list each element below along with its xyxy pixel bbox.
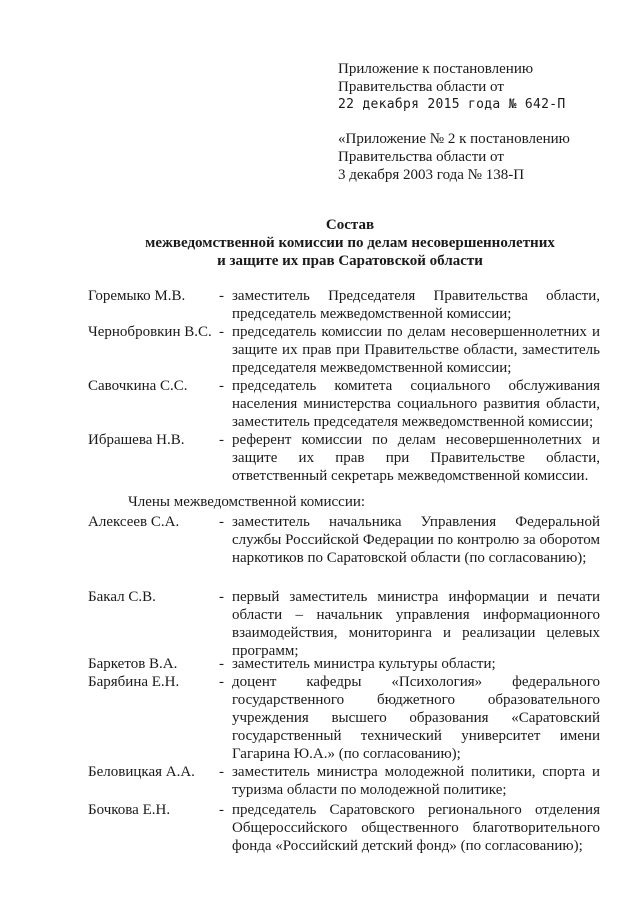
leadership-entry [88, 431, 600, 485]
member-name: Алексеев С.А. [88, 514, 180, 530]
prev-annex-line-1: «Приложение № 2 к постановлению [338, 131, 570, 147]
member-role: заместитель Председателя Правительства области, председатель межведомственной комиссии; [232, 288, 600, 322]
leadership-entry [88, 377, 600, 431]
separator-dash: - [219, 589, 224, 605]
separator-dash: - [219, 378, 224, 394]
member-role: референт комиссии по делам несовершеннолетних и защите их прав при Правительстве области, ответственный секретарь межведомственной комиссии. [232, 432, 600, 484]
separator-dash: - [219, 802, 224, 818]
annex-line-3: 22 декабря 2015 года № 642-П [338, 97, 566, 112]
member-name: Баркетов В.А. [88, 656, 178, 672]
member-entry [88, 801, 600, 855]
member-role: председатель Саратовского регионального отделения Общероссийского общественного благотворительного фонда «Российский детский фонд» (по согласованию); [232, 802, 600, 854]
member-name: Чернобровкин В.С. [88, 324, 212, 340]
separator-dash: - [219, 674, 224, 690]
title-line-1: Состав [325, 217, 375, 233]
title-line-2: межведомственной комиссии по делам несовершеннолетних [145, 235, 555, 251]
leadership-entry [88, 323, 600, 377]
member-entry [88, 588, 600, 660]
separator-dash: - [219, 432, 224, 448]
leadership-entry [88, 287, 600, 323]
member-name: Бочкова Е.Н. [88, 802, 171, 818]
previous-annex-reference [338, 130, 570, 184]
annex-reference [338, 60, 566, 114]
prev-annex-line-3: 3 декабря 2003 года № 138-П [338, 167, 525, 183]
separator-dash: - [219, 656, 224, 672]
members-heading: Члены межведомственной комиссии: [128, 494, 366, 510]
member-name: Савочкина С.С. [88, 378, 188, 394]
member-role: заместитель начальника Управления Федеральной службы Российской Федерации по контролю за оборотом наркотиков по Саратовской области (по согласованию); [232, 514, 600, 566]
member-entry [88, 655, 600, 673]
member-name: Беловицкая А.А. [88, 764, 195, 780]
member-role: заместитель министра культуры области; [232, 656, 496, 672]
member-name: Горемыко М.В. [88, 288, 186, 304]
document-title [0, 216, 640, 270]
member-role: председатель комитета социального обслуживания населения министерства социального развития области, заместитель председателя межведомственной комиссии; [232, 378, 600, 430]
title-line-3: и защите их прав Саратовской области [217, 253, 483, 269]
member-name: Бакал С.В. [88, 589, 156, 605]
member-role: доцент кафедры «Психология» федерального государственного бюджетного образовательного учреждения высшего образования «Саратовский государственный технический университет имени Гагарина Ю.А.» (по согласованию); [232, 674, 600, 762]
prev-annex-line-2: Правительства области от [338, 149, 504, 165]
member-entry [88, 763, 600, 799]
member-role: первый заместитель министра информации и печати области – начальник управления информационного взаимодействия, мониторинга и реализации целевых программ; [232, 589, 600, 659]
member-entry [88, 513, 600, 567]
separator-dash: - [219, 514, 224, 530]
member-name: Ибрашева Н.В. [88, 432, 185, 448]
separator-dash: - [219, 288, 224, 304]
member-role: председатель комиссии по делам несовершеннолетних и защите их прав при Правительстве области, заместитель председателя межведомственной комиссии; [232, 324, 600, 376]
member-name: Барябина Е.Н. [88, 674, 180, 690]
annex-line-2: Правительства области от [338, 79, 504, 95]
member-role: заместитель министра молодежной политики, спорта и туризма области по молодежной политике; [232, 764, 600, 798]
separator-dash: - [219, 764, 224, 780]
separator-dash: - [219, 324, 224, 340]
member-entry [88, 673, 600, 763]
annex-line-1: Приложение к постановлению [338, 61, 534, 77]
